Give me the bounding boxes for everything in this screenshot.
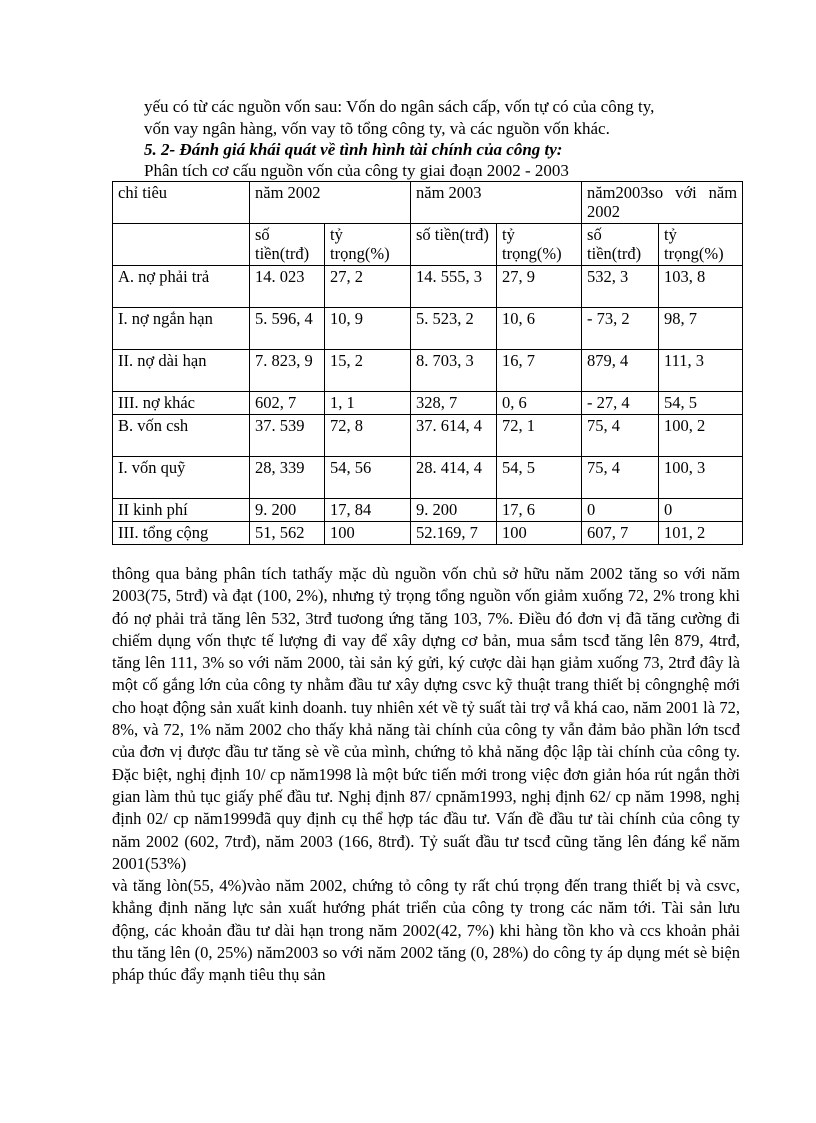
table-cell: 54, 5 xyxy=(497,457,582,499)
table-cell: 37. 614, 4 xyxy=(411,415,497,457)
subheader-cell: tỷ trọng(%) xyxy=(325,224,411,266)
table-cell: 879, 4 xyxy=(582,350,659,392)
table-cell: 0 xyxy=(582,499,659,522)
table-cell: II. nợ dài hạn xyxy=(113,350,250,392)
table-cell: 37. 539 xyxy=(250,415,325,457)
table-cell: 14. 555, 3 xyxy=(411,266,497,308)
table-cell: 100, 2 xyxy=(659,415,743,457)
table-cell: 28, 339 xyxy=(250,457,325,499)
body-paragraph: và tăng lòn(55, 4%)vào năm 2002, chứng tỏ công ty rất chú trọng đến trang thiết bị và csvc, khẳng định năng lực sản xuất hướng phát triển của công ty trong các năm tới. Tài sản lưu động, các khoản đầu tư dài hạn trong năm 2002(42, 7%) khi hàng tồn kho và ccs khoản phải thu tăng lên (0, 25%) năm2003 so với năm 2002 tăng (0, 28%) do công ty áp dụng mét sè biện pháp thúc đẩy mạnh tiêu thụ sản xyxy=(112,876,740,985)
intro-text xyxy=(144,96,744,140)
subheader-cell: số tiền(trđ) xyxy=(411,224,497,266)
table-row xyxy=(113,266,743,308)
subheader-cell: số tiền(trđ) xyxy=(582,224,659,266)
table-cell: II kinh phí xyxy=(113,499,250,522)
table-cell: 7. 823, 9 xyxy=(250,350,325,392)
table-cell: 8. 703, 3 xyxy=(411,350,497,392)
table-cell: 9. 200 xyxy=(411,499,497,522)
table-subheader-row xyxy=(113,224,743,266)
subheader-cell: số tiền(trđ) xyxy=(250,224,325,266)
table-cell: 75, 4 xyxy=(582,415,659,457)
table-row xyxy=(113,308,743,350)
header-cell: chỉ tiêu xyxy=(113,182,250,224)
subheader-cell: tỷ trọng(%) xyxy=(659,224,743,266)
table-cell: - 27, 4 xyxy=(582,392,659,415)
section-heading: 5. 2- Đánh giá khái quát về tình hình tài chính của công ty: xyxy=(144,140,563,159)
table-cell: 14. 023 xyxy=(250,266,325,308)
table-cell: 100, 3 xyxy=(659,457,743,499)
table-row xyxy=(113,499,743,522)
table-cell: III. nợ khác xyxy=(113,392,250,415)
table-cell: I. nợ ngắn hạn xyxy=(113,308,250,350)
table-cell: 5. 523, 2 xyxy=(411,308,497,350)
table-cell: 98, 7 xyxy=(659,308,743,350)
header-cell: năm 2003 xyxy=(411,182,582,224)
table-cell: 100 xyxy=(325,522,411,545)
table-cell: 51, 562 xyxy=(250,522,325,545)
table-cell: 10, 9 xyxy=(325,308,411,350)
table-cell: 602, 7 xyxy=(250,392,325,415)
table-row xyxy=(113,457,743,499)
table-cell: - 73, 2 xyxy=(582,308,659,350)
table-cell: 100 xyxy=(497,522,582,545)
table-row xyxy=(113,522,743,545)
header-cell: năm2003so với năm 2002 xyxy=(582,182,743,224)
table-cell: III. tổng cộng xyxy=(113,522,250,545)
analysis-text xyxy=(112,563,740,987)
table-cell: 9. 200 xyxy=(250,499,325,522)
table-row xyxy=(113,392,743,415)
subheader-cell xyxy=(113,224,250,266)
table-cell: 328, 7 xyxy=(411,392,497,415)
table-cell: 101, 2 xyxy=(659,522,743,545)
table-cell: 27, 2 xyxy=(325,266,411,308)
table-row xyxy=(113,350,743,392)
table-cell: 54, 5 xyxy=(659,392,743,415)
table-cell: 16, 7 xyxy=(497,350,582,392)
table-cell: 5. 596, 4 xyxy=(250,308,325,350)
table-cell: 103, 8 xyxy=(659,266,743,308)
table-cell: 607, 7 xyxy=(582,522,659,545)
table-cell: 28. 414, 4 xyxy=(411,457,497,499)
table-cell: 17, 6 xyxy=(497,499,582,522)
table-cell: B. vốn csh xyxy=(113,415,250,457)
table-cell: 10, 6 xyxy=(497,308,582,350)
table-caption: Phân tích cơ cấu nguồn vốn của công ty giai đoạn 2002 - 2003 xyxy=(144,161,569,180)
subheader-cell: tỷ trọng(%) xyxy=(497,224,582,266)
capital-structure-table xyxy=(112,181,743,545)
table-cell: 1, 1 xyxy=(325,392,411,415)
table-cell: 0, 6 xyxy=(497,392,582,415)
table-cell: 52.169, 7 xyxy=(411,522,497,545)
header-cell: năm 2002 xyxy=(250,182,411,224)
table-cell: 72, 1 xyxy=(497,415,582,457)
table-row xyxy=(113,415,743,457)
body-paragraph: thông qua bảng phân tích tathấy mặc dù nguồn vốn chủ sở hữu năm 2002 tăng so với năm 2003(75, 5trđ) và đạt (100, 2%), nhưng tỷ trọng tổng nguồn vốn giảm xuống 72, 2% trong khi đó nợ phải trả tăng lên 532, 3trđ tuơong ứng tăng 103, 7%. Điều đó đơn vị đã tăng cường đi chiếm dụng vốn thực tế lượng đi vay để xây dựng cơ bản, mua sắm tscđ tăng lên 879, 4trđ, tăng lên 111, 3% so với năm 2000, tài sản ký gửi, ký cược dài hạn giảm xuống 73, 2trđ đây là một cố gắng lớn của công ty nhằm đầu tư xây dựng csvc kỹ thuật trang thiết bị côngnghệ mới cho hoạt động sản xuất kinh doanh. tuy nhiên xét về tỷ suất tài trợ vẫ khá cao, năm 2001 là 72, 8%, và 72, 1% năm 2002 cho thấy khả năng tài chính của công ty vẫn đảm bảo phần lớn tscđ của đơn vị được đầu tư tăng sè về của mình, chứng tỏ khả năng độc lập tài chính của công ty. Đặc biệt, nghị định 10/ cp năm1998 là một bức tiến mới trong việc đơn giản hóa rút ngắn thời gian làm thủ tục giấy phế đầu tư. Nghị định 87/ cpnăm1993, nghị định 62/ cp năm 1998, nghị định 02/ cp năm1999đã quy định cụ thể hợp tác đầu tư. Vấn đề đầu tư tài chính của công ty năm 2002 (602, 7trđ), năm 2003 (166, 8trđ). Tỷ suất đầu tư tscđ cũng tăng lên đáng kể năm 2001(53%) xyxy=(112,564,740,873)
table-cell: 27, 9 xyxy=(497,266,582,308)
table-cell: A. nợ phải trả xyxy=(113,266,250,308)
table-cell: 532, 3 xyxy=(582,266,659,308)
table-cell: 72, 8 xyxy=(325,415,411,457)
table-cell: 15, 2 xyxy=(325,350,411,392)
table-cell: 111, 3 xyxy=(659,350,743,392)
intro-line: yếu có từ các nguồn vốn sau: Vốn do ngân sách cấp, vốn tự có của công ty, xyxy=(144,97,655,116)
table-cell: I. vốn quỹ xyxy=(113,457,250,499)
table-cell: 75, 4 xyxy=(582,457,659,499)
table-cell: 54, 56 xyxy=(325,457,411,499)
intro-line: vốn vay ngân hàng, vốn vay tõ tổng công ty, và các nguồn vốn khác. xyxy=(144,119,610,138)
table-cell: 17, 84 xyxy=(325,499,411,522)
table-cell: 0 xyxy=(659,499,743,522)
table-header-row xyxy=(113,182,743,224)
